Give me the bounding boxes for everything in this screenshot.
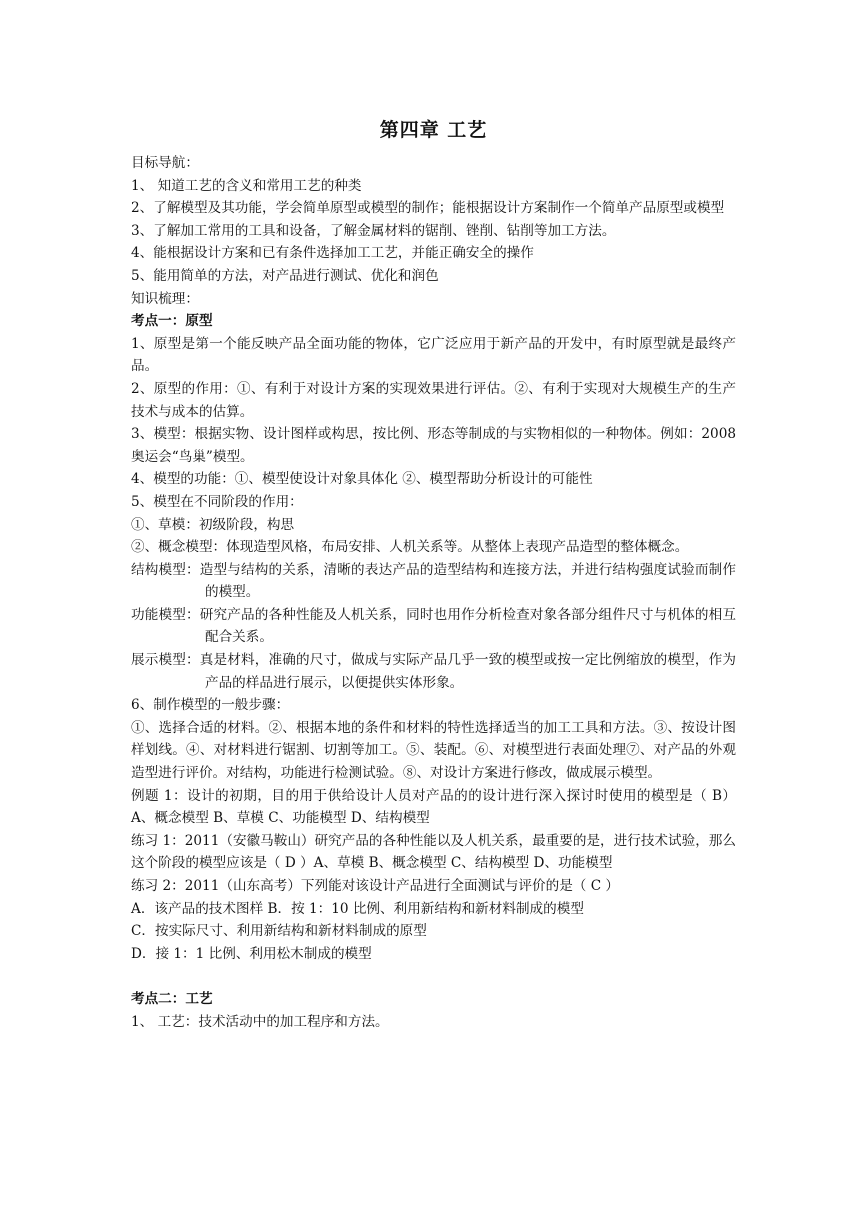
model-stage-item: ①、草模：初级阶段，构思 xyxy=(131,516,295,533)
paragraph: 2、原型的作用：①、有利于对设计方案的实现效果进行评估。②、有利于实现对大规模生产的生产技术与成本的估算。 xyxy=(131,380,736,420)
practice-question: 练习 1：2011（安徽马鞍山）研究产品的各种性能以及人机关系，最重要的是，进行技术试验，那么这个阶段的模型应该是（ D ）A、草模 B、概念模型 C、结构模型 D、功能模型 xyxy=(131,832,736,872)
page-title: 第四章 工艺 xyxy=(379,119,488,141)
knowledge-label: 知识梳理： xyxy=(131,290,199,307)
steps-paragraph: ①、选择合适的材料。②、根据本地的条件和材料的特性选择适当的加工工具和方法。③、按设计图样划线。④、对材料进行锯割、切割等加工。⑤、装配。⑥、对模型进行表面处理⑦、对产品的外观造型进行评价。对结构，功能进行检测试验。⑧、对设计方案进行修改，做成展示模型。 xyxy=(131,719,736,782)
paragraph: 5、模型在不同阶段的作用： xyxy=(131,493,303,510)
section2-heading: 考点二：工艺 xyxy=(131,990,213,1007)
model-stage-item: ②、概念模型：体现造型风格，布局安排、人机关系等。从整体上表现产品造型的整体概念。 xyxy=(131,539,689,556)
answer-option: A．该产品的技术图样 B．按 1：10 比例、利用新结构和新材料制成的模型 xyxy=(131,900,584,917)
goals-label: 目标导航： xyxy=(131,155,199,171)
blank-line xyxy=(131,965,736,988)
goal-item: 5、能用简单的方法，对产品进行测试、优化和润色 xyxy=(131,267,439,284)
paragraph: 1、原型是第一个能反映产品全面功能的物体，它广泛应用于新产品的开发中，有时原型就是最终产品。 xyxy=(131,335,736,375)
example-question: 例题 1：设计的初期，目的用于供给设计人员对产品的的设计进行深入探讨时使用的模型是（ B）A、概念模型 B、草模 C、功能模型 D、结构模型 xyxy=(131,787,736,827)
answer-option: C．按实际尺寸、利用新结构和新材料制成的原型 xyxy=(131,923,427,940)
document-page xyxy=(131,112,736,1033)
practice-question: 练习 2：2011（山东高考）下列能对该设计产品进行全面测试与评价的是（ C ） xyxy=(131,878,620,894)
paragraph: 3、模型：根据实物、设计图样或构思，按比例、形态等制成的与实物相似的一种物体。例如：2008奥运会“鸟巢”模型。 xyxy=(131,426,736,465)
goal-item: 3、了解加工常用的工具和设备，了解金属材料的锯削、锉削、钻削等加工方法。 xyxy=(131,222,616,239)
paragraph: 6、制作模型的一般步骤： xyxy=(131,697,290,714)
answer-option: D．接 1：1 比例、利用松木制成的模型 xyxy=(131,945,372,962)
model-stage-item: 展示模型：真是材料，准确的尺寸，做成与实际产品几乎一致的模型或按一定比例缩放的模型，作为产品的样品进行展示，以便提供实体形象。 xyxy=(131,652,736,691)
goal-item: 2、了解模型及其功能，学会简单原型或模型的制作；能根据设计方案制作一个简单产品原型或模型 xyxy=(131,200,725,217)
paragraph: 4、模型的功能：①、模型使设计对象具体化 ②、模型帮助分析设计的可能性 xyxy=(131,471,593,488)
paragraph: 1、 工艺：技术活动中的加工程序和方法。 xyxy=(131,1013,389,1030)
goal-item: 1、 知道工艺的含义和常用工艺的种类 xyxy=(131,177,362,194)
goal-item: 4、能根据设计方案和已有条件选择加工工艺，并能正确安全的操作 xyxy=(131,245,534,262)
model-stage-item: 功能模型：研究产品的各种性能及人机关系，同时也用作分析检查对象各部分组件尺寸与机体的相互配合关系。 xyxy=(131,606,736,646)
model-stage-item: 结构模型：造型与结构的关系，清晰的表达产品的造型结构和连接方法，并进行结构强度试验而制作的模型。 xyxy=(131,561,736,601)
section1-heading: 考点一：原型 xyxy=(131,313,213,330)
